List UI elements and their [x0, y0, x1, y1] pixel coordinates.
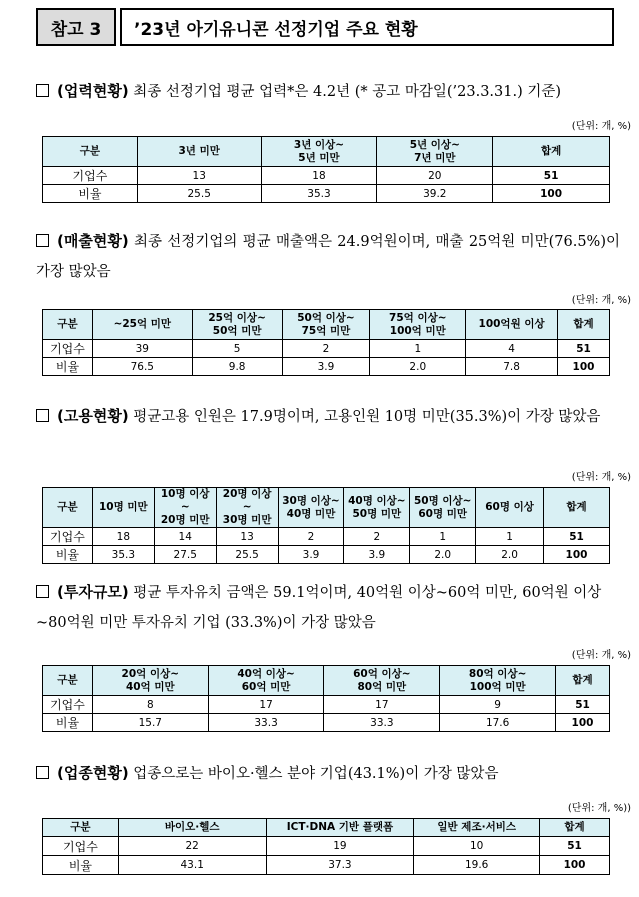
- table-row: [43, 358, 610, 376]
- table-header-cell: 구분: [43, 819, 119, 837]
- table-header-cell: 20명 이상~ 30명 미만: [216, 488, 278, 528]
- table-header-cell: 합계: [544, 488, 610, 528]
- table-header-cell: 일반 제조·서비스: [414, 819, 540, 837]
- table-cell: 33.3: [208, 714, 324, 732]
- table-header-row: [43, 137, 610, 167]
- table-row: [43, 185, 610, 203]
- table-cell: 17: [208, 696, 324, 714]
- table-header-cell: 3년 이상~ 5년 미만: [261, 137, 377, 167]
- checkbox-icon: [36, 84, 49, 97]
- table-cell: 5: [192, 340, 282, 358]
- table-header-cell: 20억 이상~ 40억 미만: [92, 666, 208, 696]
- table-header-row: [43, 310, 610, 340]
- table-cell: 25.5: [137, 185, 261, 203]
- table-header-cell: ~25억 미만: [92, 310, 192, 340]
- table-cell: 20: [377, 167, 493, 185]
- table-header-cell: 합계: [540, 819, 610, 837]
- unit-label: (단위: 개, %)): [567, 803, 631, 814]
- unit-label: (단위: 개, %): [571, 295, 631, 306]
- table-header-cell: 구분: [43, 488, 93, 528]
- table-header-cell: 100억원 이상: [466, 310, 558, 340]
- table-header-cell: 합계: [493, 137, 610, 167]
- table-cell: 51: [540, 837, 610, 856]
- row-label: 기업수: [43, 167, 138, 185]
- row-label: 비율: [43, 856, 119, 875]
- table-header-cell: 75억 이상~ 100억 미만: [370, 310, 466, 340]
- table-cell: 17.6: [440, 714, 556, 732]
- unit-label: (단위: 개, %): [571, 650, 631, 661]
- section-revenue: [36, 226, 620, 287]
- title-bar: [36, 8, 614, 46]
- unit-label: (단위: 개, %): [571, 472, 631, 483]
- section-head: (매출현황): [57, 232, 129, 250]
- table-cell: 51: [556, 696, 610, 714]
- table-header-cell: 30명 이상~ 40명 미만: [278, 488, 344, 528]
- table-cell: 2.0: [370, 358, 466, 376]
- table-cell: 100: [556, 714, 610, 732]
- table-header-cell: 60억 이상~ 80억 미만: [324, 666, 440, 696]
- table-row: [43, 546, 610, 564]
- section-body: 최종 선정기업의 평균 매출액은 24.9억원이며, 매출 25억원 미만(76.5%)이 가장 많았음: [36, 234, 621, 280]
- section-head: (업종현황): [57, 764, 129, 782]
- table-cell: 100: [558, 358, 610, 376]
- table-header-cell: 25억 이상~ 50억 미만: [192, 310, 282, 340]
- row-label: 비율: [43, 185, 138, 203]
- table-cell: 51: [544, 528, 610, 546]
- table-cell: 19: [266, 837, 414, 856]
- table-cell: 8: [92, 696, 208, 714]
- table-header-cell: ICT·DNA 기반 플랫폼: [266, 819, 414, 837]
- page-title: ’23년 아기유니콘 선정기업 주요 현황: [120, 8, 614, 46]
- table-cell: 76.5: [92, 358, 192, 376]
- table-header-cell: 구분: [43, 137, 138, 167]
- table-cell: 39: [92, 340, 192, 358]
- table-header-cell: 40명 이상~ 50명 미만: [344, 488, 410, 528]
- table-row: [43, 340, 610, 358]
- table-cell: 27.5: [154, 546, 216, 564]
- table-employment: [42, 487, 610, 564]
- table-row: [43, 714, 610, 732]
- table-row: [43, 696, 610, 714]
- checkbox-icon: [36, 766, 49, 779]
- table-header-cell: 3년 미만: [137, 137, 261, 167]
- table-investment: [42, 665, 610, 732]
- table-cell: 100: [540, 856, 610, 875]
- table-header-cell: 10명 미만: [92, 488, 154, 528]
- table-cell: 35.3: [92, 546, 154, 564]
- section-body: 평균고용 인원은 17.9명이며, 고용인원 10명 미만(35.3%)이 가장 많았음: [133, 409, 601, 425]
- table-cell: 3.9: [278, 546, 344, 564]
- table-header-cell: 40억 이상~ 60억 미만: [208, 666, 324, 696]
- table-industry: [42, 818, 610, 875]
- table-header-cell: 합계: [556, 666, 610, 696]
- table-cell: 22: [118, 837, 266, 856]
- row-label: 기업수: [43, 528, 93, 546]
- table-cell: 18: [92, 528, 154, 546]
- table-row: [43, 856, 610, 875]
- section-head: (투자규모): [57, 583, 129, 601]
- checkbox-icon: [36, 585, 49, 598]
- table-cell: 100: [544, 546, 610, 564]
- table-header-cell: 60명 이상: [476, 488, 544, 528]
- table-cell: 3.9: [344, 546, 410, 564]
- table-cell: 2: [282, 340, 370, 358]
- table-cell: 51: [493, 167, 610, 185]
- section-investment: [36, 577, 620, 638]
- table-cell: 2: [278, 528, 344, 546]
- row-label: 비율: [43, 714, 93, 732]
- table-row: [43, 837, 610, 856]
- table-header-cell: 합계: [558, 310, 610, 340]
- table-cell: 1: [370, 340, 466, 358]
- table-cell: 9: [440, 696, 556, 714]
- unit-label: (단위: 개, %): [571, 121, 631, 132]
- table-cell: 15.7: [92, 714, 208, 732]
- table-cell: 51: [558, 340, 610, 358]
- table-cell: 4: [466, 340, 558, 358]
- section-body: 평균 투자유치 금액은 59.1억이며, 40억원 이상~60억 미만, 60억원 이상~80억원 미만 투자유치 기업 (33.3%)이 가장 많았음: [36, 585, 602, 631]
- table-header-cell: 바이오·헬스: [118, 819, 266, 837]
- row-label: 기업수: [43, 340, 93, 358]
- section-body: 업종으로는 바이오·헬스 분야 기업(43.1%)이 가장 많았음: [133, 766, 499, 782]
- table-cell: 25.5: [216, 546, 278, 564]
- checkbox-icon: [36, 234, 49, 247]
- table-header-cell: 80억 이상~ 100억 미만: [440, 666, 556, 696]
- table-row: [43, 528, 610, 546]
- table-cell: 18: [261, 167, 377, 185]
- table-history: [42, 136, 610, 203]
- section-head: (업력현황): [57, 82, 129, 100]
- table-cell: 39.2: [377, 185, 493, 203]
- section-history: [36, 76, 620, 107]
- table-row: [43, 167, 610, 185]
- table-header-cell: 10명 이상~ 20명 미만: [154, 488, 216, 528]
- table-cell: 43.1: [118, 856, 266, 875]
- row-label: 기업수: [43, 696, 93, 714]
- section-body: 최종 선정기업 평균 업력*은 4.2년 (* 공고 마감일(’23.3.31.) 기준): [133, 84, 562, 100]
- table-cell: 1: [476, 528, 544, 546]
- section-employment: [36, 401, 620, 432]
- row-label: 기업수: [43, 837, 119, 856]
- table-cell: 2: [344, 528, 410, 546]
- table-cell: 35.3: [261, 185, 377, 203]
- table-cell: 100: [493, 185, 610, 203]
- table-header-row: [43, 819, 610, 837]
- table-cell: 33.3: [324, 714, 440, 732]
- table-cell: 13: [216, 528, 278, 546]
- table-cell: 2.0: [476, 546, 544, 564]
- table-header-cell: 50억 이상~ 75억 미만: [282, 310, 370, 340]
- table-header-cell: 구분: [43, 666, 93, 696]
- checkbox-icon: [36, 409, 49, 422]
- row-label: 비율: [43, 358, 93, 376]
- table-header-cell: 5년 이상~ 7년 미만: [377, 137, 493, 167]
- table-cell: 1: [410, 528, 476, 546]
- table-revenue: [42, 309, 610, 376]
- reference-tag: 참고 3: [36, 8, 116, 46]
- table-cell: 19.6: [414, 856, 540, 875]
- table-header-row: [43, 666, 610, 696]
- table-cell: 3.9: [282, 358, 370, 376]
- table-cell: 7.8: [466, 358, 558, 376]
- section-head: (고용현황): [57, 407, 129, 425]
- table-cell: 10: [414, 837, 540, 856]
- table-cell: 13: [137, 167, 261, 185]
- table-header-row: [43, 488, 610, 528]
- table-cell: 14: [154, 528, 216, 546]
- section-industry: [36, 758, 620, 789]
- table-header-cell: 구분: [43, 310, 93, 340]
- table-cell: 17: [324, 696, 440, 714]
- table-cell: 37.3: [266, 856, 414, 875]
- table-cell: 9.8: [192, 358, 282, 376]
- row-label: 비율: [43, 546, 93, 564]
- table-header-cell: 50명 이상~ 60명 미만: [410, 488, 476, 528]
- table-cell: 2.0: [410, 546, 476, 564]
